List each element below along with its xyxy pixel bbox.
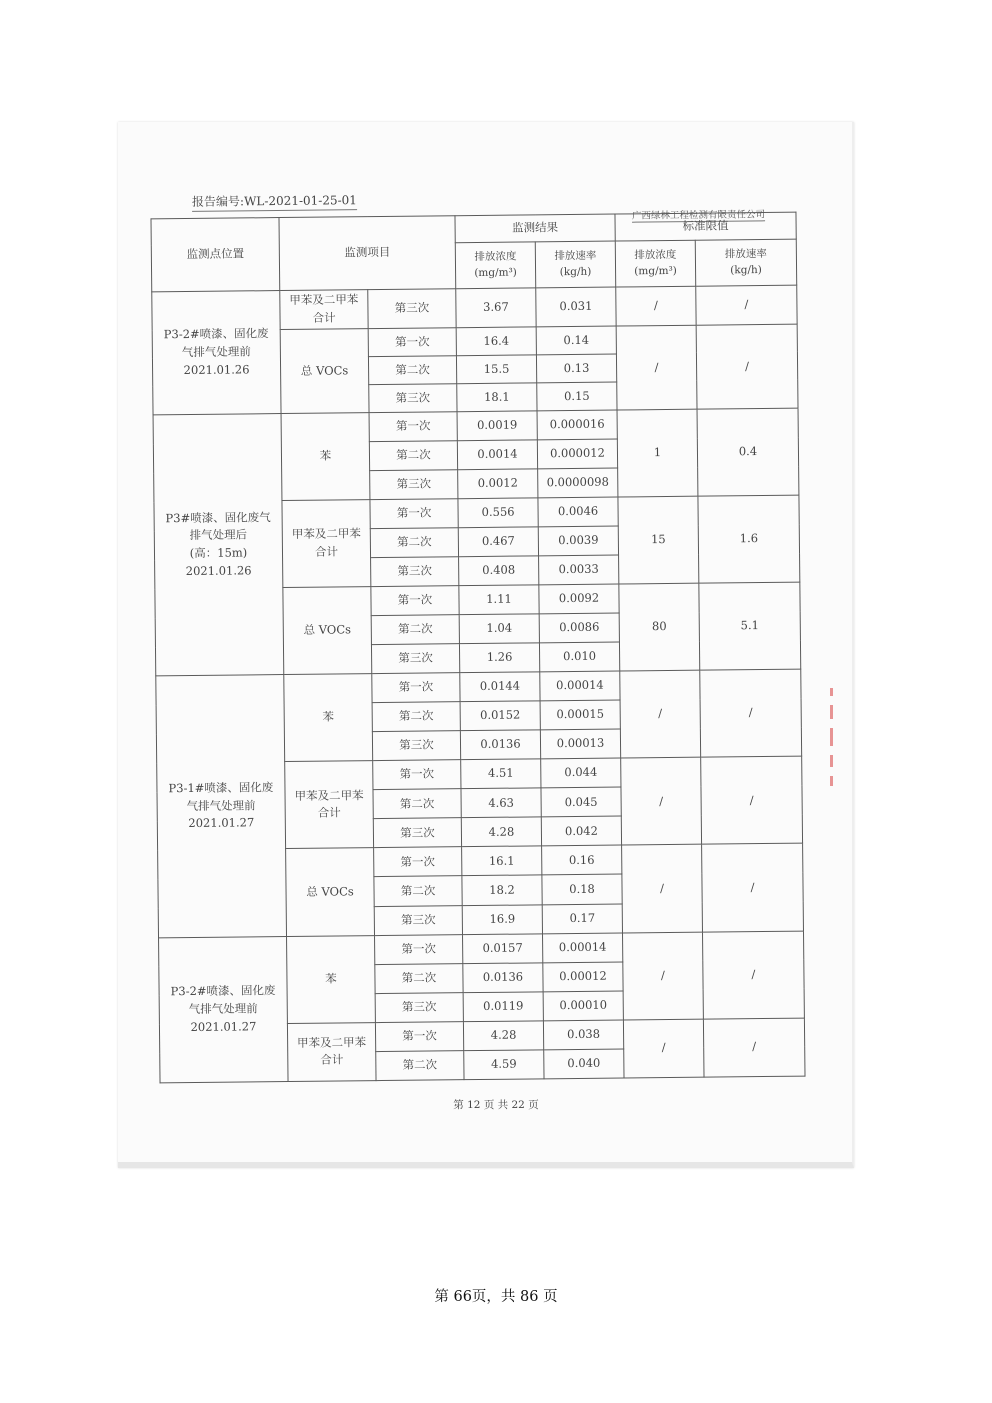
time-cell: 第三次 [373, 818, 461, 848]
conc-cell: 3.67 [456, 287, 536, 327]
time-cell: 第一次 [374, 847, 462, 877]
conc-cell: 0.408 [459, 556, 539, 586]
rate-cell: 0.13 [536, 354, 616, 383]
conc-cell: 0.0119 [463, 991, 543, 1021]
time-cell: 第三次 [370, 470, 458, 500]
std-conc-cell: 15 [618, 496, 699, 584]
location-cell: P3#喷漆、固化废气 排气处理后 (高：15m) 2021.01.26 [153, 414, 284, 677]
time-cell: 第三次 [374, 905, 462, 935]
item-cell: 总 VOCs [283, 587, 372, 675]
conc-cell: 18.1 [457, 383, 537, 412]
conc-cell: 0.0012 [458, 469, 538, 499]
conc-cell: 1.26 [459, 643, 539, 673]
rate-cell: 0.038 [543, 1020, 623, 1050]
rate-cell: 0.044 [541, 758, 621, 788]
time-cell: 第三次 [372, 731, 460, 761]
std-rate-cell: / [702, 844, 804, 932]
time-cell: 第一次 [370, 499, 458, 529]
conc-cell: 18.2 [462, 875, 542, 905]
std-conc-cell: / [622, 845, 703, 933]
header-standard: 标准限值 [615, 212, 796, 241]
item-cell: 苯 [287, 935, 376, 1023]
conc-cell: 0.467 [458, 527, 538, 557]
std-conc-cell: / [620, 670, 701, 758]
rate-cell: 0.000016 [537, 410, 617, 440]
time-cell: 第一次 [369, 412, 457, 442]
header-location: 监测点位置 [151, 218, 280, 292]
location-cell: P3-2#喷漆、固化废 气排气处理前 2021.01.27 [159, 936, 289, 1083]
std-conc-cell: 1 [617, 409, 698, 497]
conc-cell: 0.0136 [463, 962, 543, 992]
item-cell: 甲苯及二甲苯 合计 [280, 289, 368, 329]
rate-cell: 0.0039 [538, 526, 618, 556]
rate-cell: 0.000012 [537, 439, 617, 469]
rate-cell: 0.0046 [538, 497, 618, 527]
conc-cell: 0.0019 [457, 411, 537, 441]
conc-cell: 4.59 [464, 1050, 544, 1080]
time-cell: 第二次 [373, 789, 461, 819]
time-cell: 第二次 [371, 615, 459, 645]
time-cell: 第二次 [372, 702, 460, 732]
rate-cell: 0.00010 [543, 991, 623, 1021]
company-name: 广西绿林工程检测有限责任公司 [632, 206, 765, 222]
time-cell: 第三次 [371, 644, 459, 674]
item-cell: 甲苯及二甲苯 合计 [282, 500, 371, 588]
std-rate-cell: / [696, 285, 797, 325]
rate-cell: 0.17 [542, 904, 622, 934]
header-item: 监测项目 [279, 216, 456, 290]
rate-cell: 0.14 [536, 326, 616, 355]
item-cell: 苯 [284, 674, 373, 762]
rate-cell: 0.16 [542, 845, 622, 875]
time-cell: 第三次 [371, 557, 459, 587]
item-cell: 甲苯及二甲苯 合计 [287, 1022, 376, 1081]
time-cell: 第二次 [376, 1050, 464, 1080]
header-result-rate: 排放速率 (kg/h) [535, 241, 615, 287]
time-cell: 第一次 [375, 1021, 463, 1051]
item-cell: 甲苯及二甲苯 合计 [285, 761, 374, 849]
conc-cell: 0.0144 [460, 672, 540, 702]
rate-cell: 0.0033 [539, 555, 619, 585]
rate-cell: 0.00015 [540, 700, 620, 730]
inner-page-number: 第 12 页 共 22 页 [453, 1099, 539, 1111]
time-cell: 第一次 [371, 586, 459, 616]
std-rate-cell: / [700, 669, 802, 757]
location-cell: P3-1#喷漆、固化废 气排气处理前 2021.01.27 [156, 675, 287, 938]
conc-cell: 4.28 [463, 1020, 543, 1050]
time-cell: 第一次 [372, 673, 460, 703]
conc-cell: 4.51 [461, 759, 541, 789]
std-conc-cell: / [616, 286, 696, 326]
time-cell: 第一次 [375, 934, 463, 964]
item-cell: 苯 [281, 413, 370, 501]
time-cell: 第三次 [369, 384, 457, 413]
report-number: 报告编号:WL-2021-01-25-01 [192, 191, 357, 212]
rate-cell: 0.0092 [539, 584, 619, 614]
conc-cell: 4.28 [461, 817, 541, 847]
rate-cell: 0.0000098 [538, 468, 618, 498]
header-std-conc: 排放浓度 (mg/m³) [615, 240, 695, 286]
outer-page-number: 第 66页，共 86 页 [434, 1289, 558, 1305]
time-cell: 第二次 [370, 528, 458, 558]
time-cell: 第一次 [373, 760, 461, 790]
rate-cell: 0.00012 [543, 962, 623, 992]
time-cell: 第二次 [374, 876, 462, 906]
conc-cell: 16.1 [462, 846, 542, 876]
item-cell: 总 VOCs [280, 329, 369, 414]
monitoring-table [150, 212, 805, 1084]
rate-cell: 0.040 [544, 1049, 624, 1079]
std-conc-cell: / [616, 325, 697, 410]
conc-cell: 15.5 [456, 355, 536, 384]
time-cell: 第三次 [368, 288, 456, 328]
conc-cell: 16.4 [456, 327, 536, 356]
conc-cell: 1.11 [459, 585, 539, 615]
rate-cell: 0.0086 [539, 613, 619, 643]
rate-cell: 0.00013 [540, 729, 620, 759]
conc-cell: 0.0157 [463, 933, 543, 963]
conc-cell: 0.0152 [460, 701, 540, 731]
rate-cell: 0.00014 [540, 671, 620, 701]
rate-cell: 0.045 [541, 787, 621, 817]
std-rate-cell: / [696, 324, 798, 409]
std-conc-cell: 80 [619, 583, 700, 671]
conc-cell: 1.04 [459, 614, 539, 644]
header-result: 监测结果 [455, 214, 615, 243]
item-cell: 总 VOCs [286, 848, 375, 936]
std-rate-cell: / [703, 1018, 805, 1077]
std-conc-cell: / [623, 1019, 704, 1078]
header-std-rate: 排放速率 (kg/h) [695, 239, 796, 286]
conc-cell: 4.63 [461, 788, 541, 818]
location-cell: P3-2#喷漆、固化废 气排气处理前 2021.01.26 [152, 290, 281, 415]
std-conc-cell: / [622, 932, 703, 1020]
rate-cell: 0.031 [536, 287, 616, 327]
rate-cell: 0.00014 [542, 933, 622, 963]
time-cell: 第二次 [369, 441, 457, 471]
std-rate-cell: / [702, 931, 804, 1019]
std-rate-cell: 0.4 [697, 408, 799, 496]
rate-cell: 0.010 [539, 642, 619, 672]
time-cell: 第二次 [368, 356, 456, 385]
rate-cell: 0.042 [541, 816, 621, 846]
std-rate-cell: 5.1 [699, 582, 801, 670]
conc-cell: 0.556 [458, 498, 538, 528]
seal-edge-mark [830, 688, 836, 838]
monitoring-table-wrapper [150, 212, 804, 1084]
conc-cell: 16.9 [462, 904, 542, 934]
header-result-conc: 排放浓度 (mg/m³) [455, 242, 535, 288]
rate-cell: 0.15 [537, 382, 617, 411]
rate-cell: 0.18 [542, 874, 622, 904]
std-rate-cell: 1.6 [698, 495, 800, 583]
std-rate-cell: / [701, 756, 803, 844]
time-cell: 第二次 [375, 963, 463, 993]
std-conc-cell: / [621, 758, 702, 846]
conc-cell: 0.0136 [460, 730, 540, 760]
conc-cell: 0.0014 [457, 440, 537, 470]
time-cell: 第三次 [375, 992, 463, 1022]
time-cell: 第一次 [368, 328, 456, 357]
